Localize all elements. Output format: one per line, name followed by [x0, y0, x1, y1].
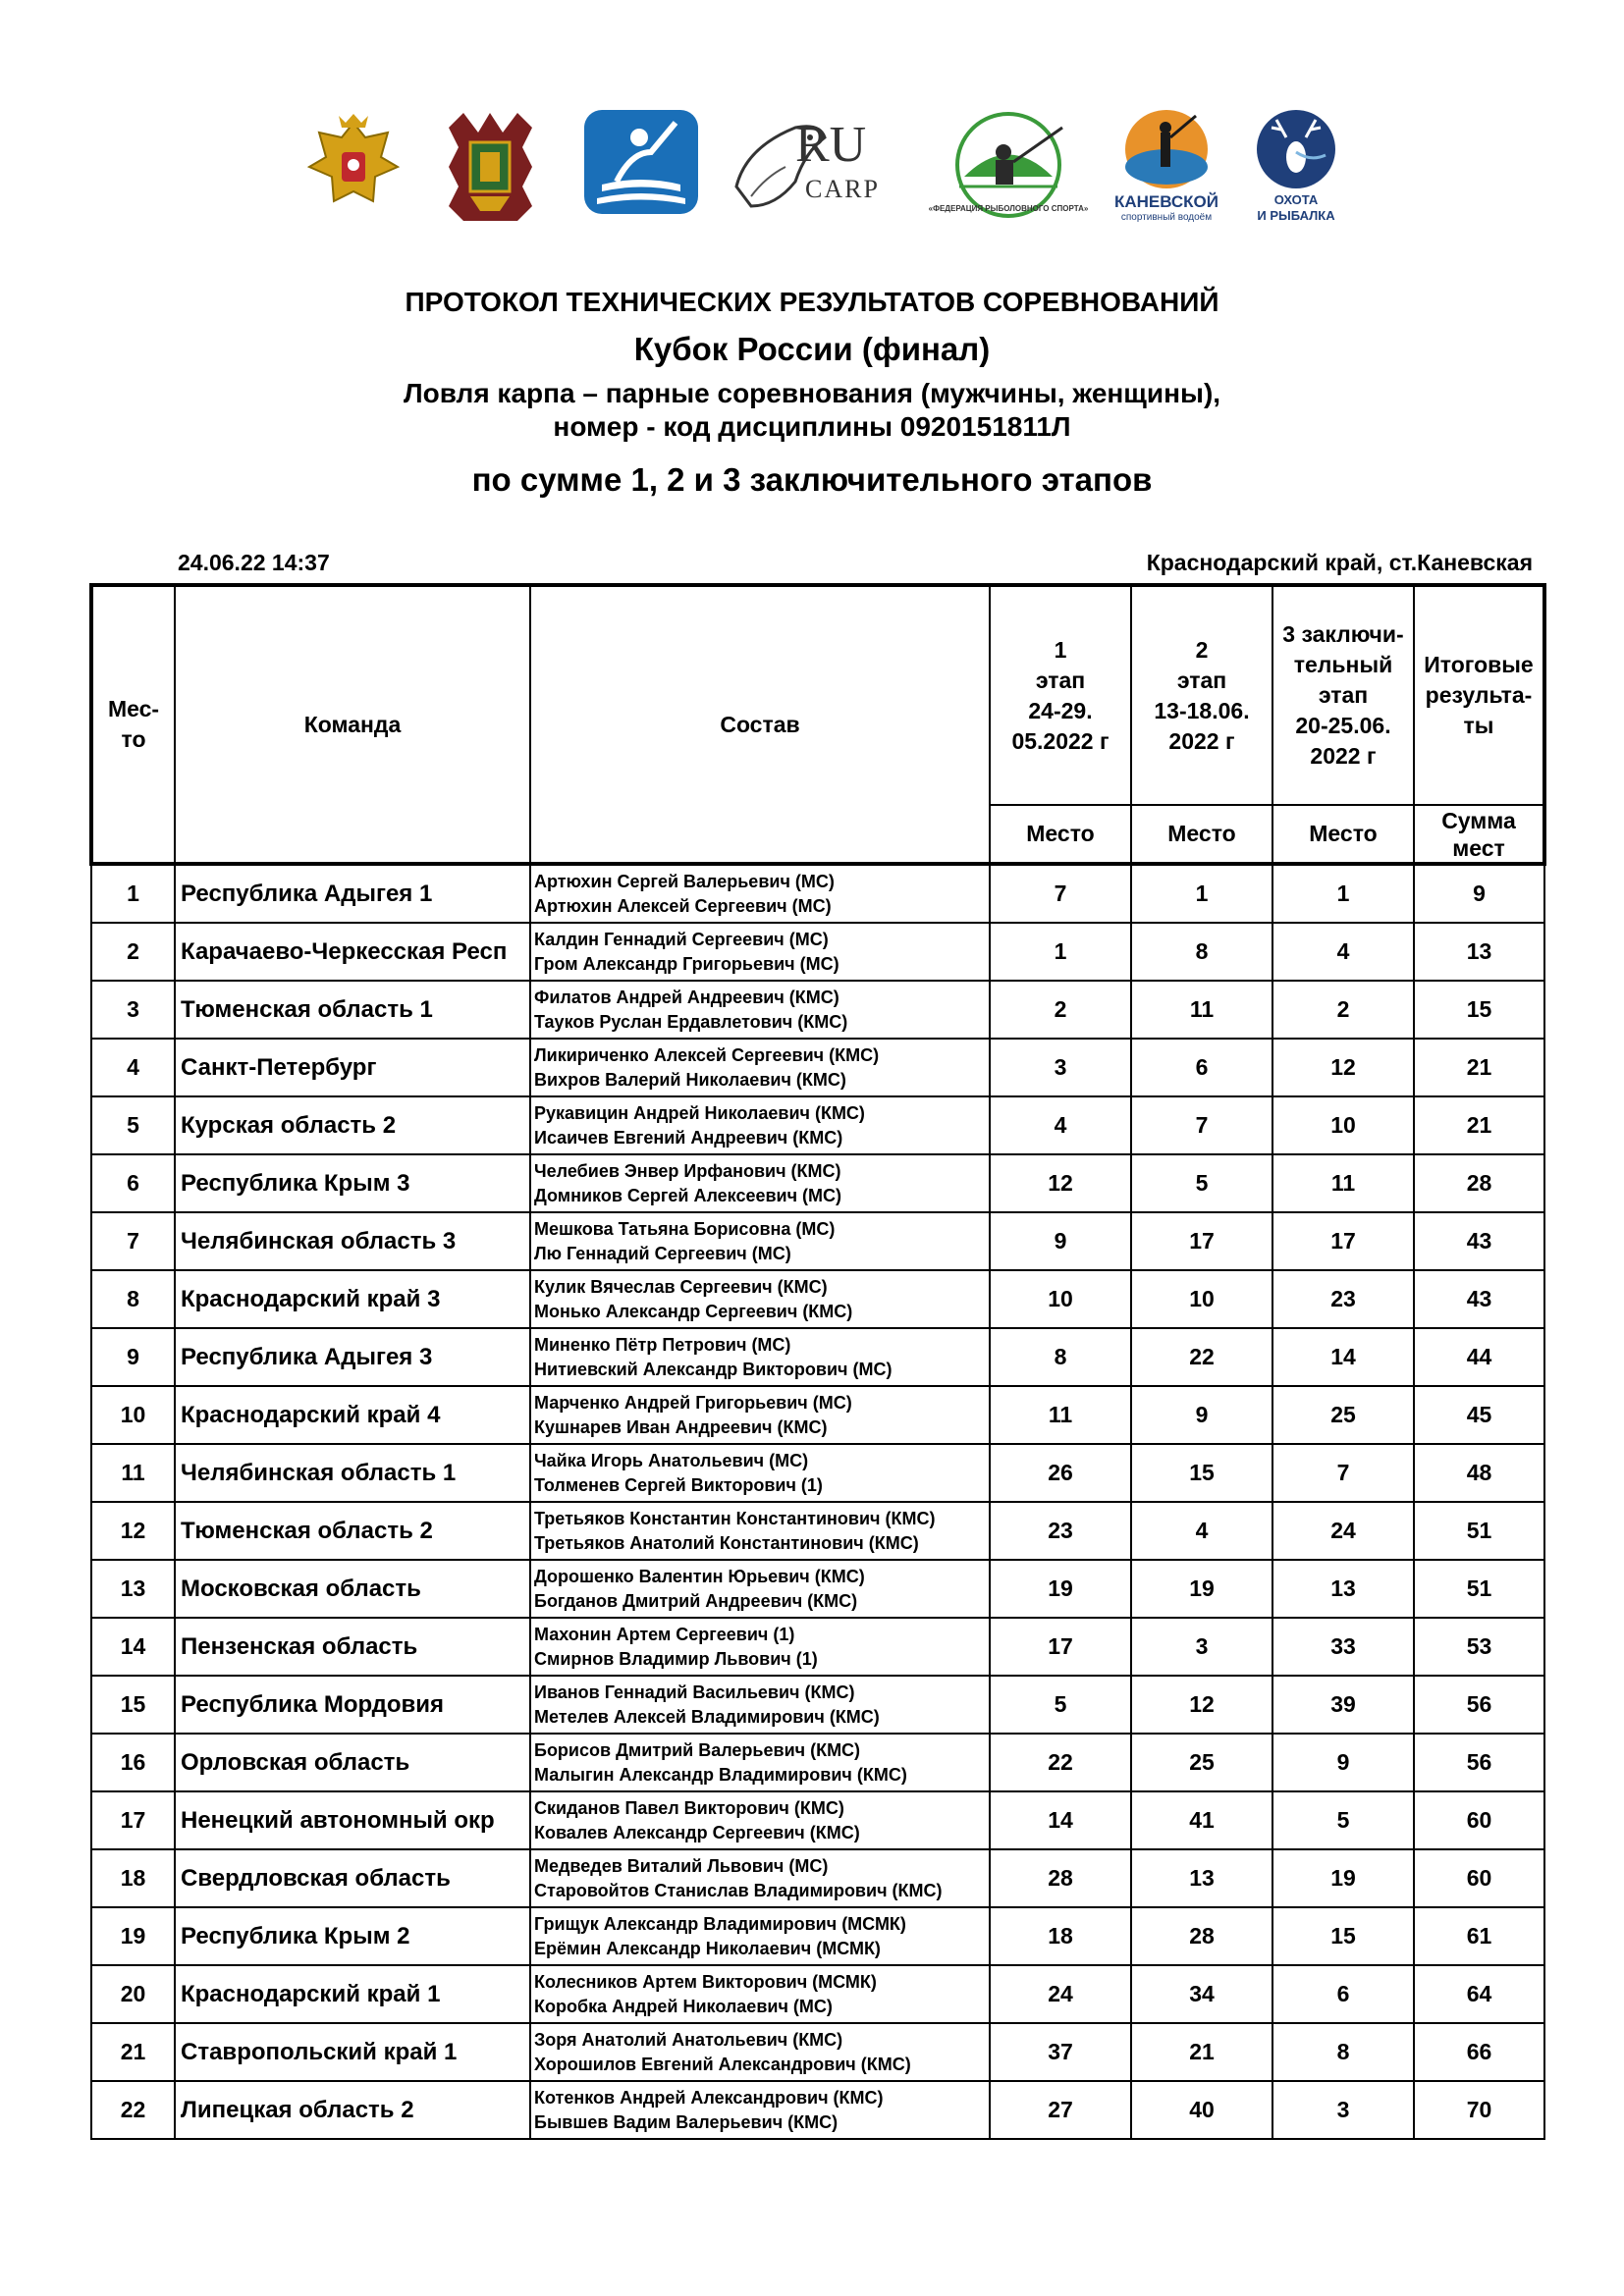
row-stage2: 10: [1131, 1270, 1272, 1328]
row-members: [530, 1849, 990, 1907]
cup-title: Кубок России (финал): [633, 331, 991, 367]
row-stage3: 14: [1272, 1328, 1414, 1386]
row-team: Краснодарский край 1: [175, 1965, 530, 2023]
row-place: 3: [91, 981, 175, 1039]
row-stage2: 9: [1131, 1386, 1272, 1444]
row-stage1: 11: [990, 1386, 1131, 1444]
row-place: 7: [91, 1212, 175, 1270]
member-2: Исаичев Евгений Андреевич (КМС): [534, 1127, 843, 1148]
member-1: Третьяков Константин Константинович (КМС): [534, 1508, 936, 1528]
row-members: [530, 864, 990, 923]
row-members: [530, 923, 990, 981]
table-row: [91, 923, 1544, 981]
member-2: Нитиевский Александр Викторович (МС): [534, 1359, 893, 1379]
table-row: [91, 1560, 1544, 1618]
row-team: Краснодарский край 4: [175, 1386, 530, 1444]
row-members: [530, 1270, 990, 1328]
row-stage1: 1: [990, 923, 1131, 981]
member-1: Чайка Игорь Анатольевич (МС): [534, 1450, 809, 1470]
deer-icon: [1247, 108, 1345, 191]
table-row: [91, 864, 1544, 923]
row-members: [530, 1386, 990, 1444]
row-sum: 60: [1414, 1849, 1544, 1907]
row-stage1: 27: [990, 2081, 1131, 2139]
row-stage1: 3: [990, 1039, 1131, 1096]
member-1: Махонин Артем Сергеевич (1): [534, 1624, 795, 1644]
row-team: Карачаево-Черкесская Респ: [175, 923, 530, 981]
member-2: Вихров Валерий Николаевич (КМС): [534, 1069, 846, 1090]
row-stage3: 2: [1272, 981, 1414, 1039]
member-1: Мешкова Татьяна Борисовна (МС): [534, 1218, 836, 1239]
row-stage1: 26: [990, 1444, 1131, 1502]
row-sum: 53: [1414, 1618, 1544, 1676]
row-stage2: 28: [1131, 1907, 1272, 1965]
col-stage2-subheader: Место: [1131, 805, 1272, 864]
row-team: Республика Крым 3: [175, 1154, 530, 1212]
row-members: [530, 1907, 990, 1965]
table-body: [91, 864, 1544, 2139]
row-sum: 45: [1414, 1386, 1544, 1444]
row-stage1: 14: [990, 1791, 1131, 1849]
discipline-code: номер - код дисциплины 0920151811Л: [553, 411, 1071, 442]
row-place: 20: [91, 1965, 175, 2023]
row-team: Курская область 2: [175, 1096, 530, 1154]
member-2: Тауков Руслан Ердавлетович (КМС): [534, 1011, 848, 1032]
row-stage1: 12: [990, 1154, 1131, 1212]
col-stage3-header: 3 заключи- тельный этап 20-25.06. 2022 г: [1272, 585, 1414, 805]
row-stage2: 7: [1131, 1096, 1272, 1154]
krasnodar-coat-of-arms-icon: [439, 108, 542, 226]
table-row: [91, 1328, 1544, 1386]
logos-row: [304, 108, 1345, 226]
member-2: Бывшев Вадим Валерьевич (КМС): [534, 2111, 839, 2132]
row-place: 12: [91, 1502, 175, 1560]
row-place: 5: [91, 1096, 175, 1154]
discipline-line: Ловля карпа – парные соревнования (мужчины, женщины),: [403, 378, 1221, 408]
federation-logo: [925, 108, 1092, 221]
row-team: Республика Мордовия: [175, 1676, 530, 1734]
row-stage2: 12: [1131, 1676, 1272, 1734]
row-team: Свердловская область: [175, 1849, 530, 1907]
row-stage2: 3: [1131, 1618, 1272, 1676]
rucarp-ru: RU: [795, 117, 867, 173]
member-2: Третьяков Анатолий Константинович (КМС): [534, 1532, 919, 1553]
federation-caption: «ФЕДЕРАЦИЯ РЫБОЛОВНОГО СПОРТА»: [928, 204, 1089, 213]
row-stage1: 28: [990, 1849, 1131, 1907]
member-1: Иванов Геннадий Васильевич (КМС): [534, 1682, 855, 1702]
member-2: Артюхин Алексей Сергеевич (МС): [534, 895, 832, 916]
row-team: Тюменская область 2: [175, 1502, 530, 1560]
row-team: Ставропольский край 1: [175, 2023, 530, 2081]
row-stage1: 10: [990, 1270, 1131, 1328]
row-place: 11: [91, 1444, 175, 1502]
col-team-header: Команда: [175, 585, 530, 864]
row-place: 9: [91, 1328, 175, 1386]
member-1: Рукавицин Андрей Николаевич (КМС): [534, 1102, 865, 1123]
col-total-header: Итоговые результа- ты: [1414, 585, 1544, 805]
table-row: [91, 1965, 1544, 2023]
row-team: Республика Адыгея 3: [175, 1328, 530, 1386]
row-stage1: 24: [990, 1965, 1131, 2023]
member-2: Богданов Дмитрий Андреевич (КМС): [534, 1590, 858, 1611]
member-1: Скиданов Павел Викторович (КМС): [534, 1797, 844, 1818]
row-members: [530, 2023, 990, 2081]
row-place: 18: [91, 1849, 175, 1907]
row-team: Санкт-Петербург: [175, 1039, 530, 1096]
row-place: 10: [91, 1386, 175, 1444]
row-stage2: 6: [1131, 1039, 1272, 1096]
member-2: Старовойтов Станислав Владимирович (КМС): [534, 1880, 943, 1900]
row-place: 19: [91, 1907, 175, 1965]
table-row: [91, 1154, 1544, 1212]
row-members: [530, 1212, 990, 1270]
row-team: Липецкая область 2: [175, 2081, 530, 2139]
row-stage3: 3: [1272, 2081, 1414, 2139]
row-place: 4: [91, 1039, 175, 1096]
sum-title: по сумме 1, 2 и 3 заключительного этапов: [471, 461, 1153, 498]
row-stage3: 8: [1272, 2023, 1414, 2081]
row-stage1: 18: [990, 1907, 1131, 1965]
row-stage1: 2: [990, 981, 1131, 1039]
table-row: [91, 1676, 1544, 1734]
row-place: 21: [91, 2023, 175, 2081]
row-place: 14: [91, 1618, 175, 1676]
row-place: 2: [91, 923, 175, 981]
row-stage3: 17: [1272, 1212, 1414, 1270]
rucarp-carp: CARP: [805, 175, 880, 203]
row-place: 8: [91, 1270, 175, 1328]
table-row: [91, 1386, 1544, 1444]
table-row: [91, 981, 1544, 1039]
row-stage1: 8: [990, 1328, 1131, 1386]
row-stage2: 19: [1131, 1560, 1272, 1618]
row-stage1: 19: [990, 1560, 1131, 1618]
row-team: Челябинская область 3: [175, 1212, 530, 1270]
row-sum: 13: [1414, 923, 1544, 981]
row-members: [530, 1676, 990, 1734]
member-1: Марченко Андрей Григорьевич (МС): [534, 1392, 852, 1413]
row-place: 15: [91, 1676, 175, 1734]
results-table: [89, 583, 1546, 2140]
row-members: [530, 1039, 990, 1096]
row-members: [530, 1154, 990, 1212]
row-stage2: 40: [1131, 2081, 1272, 2139]
row-team: Ненецкий автономный окр: [175, 1791, 530, 1849]
member-2: Домников Сергей Алексеевич (МС): [534, 1185, 842, 1205]
hunting-subtitle: И РЫБАЛКА: [1257, 208, 1335, 223]
row-sum: 43: [1414, 1270, 1544, 1328]
member-2: Метелев Алексей Владимирович (КМС): [534, 1706, 880, 1727]
row-stage1: 17: [990, 1618, 1131, 1676]
row-sum: 56: [1414, 1676, 1544, 1734]
row-stage2: 13: [1131, 1849, 1272, 1907]
kanevskoy-logo: [1114, 108, 1218, 226]
col-stage1-header: 1 этап 24-29. 05.2022 г: [990, 585, 1131, 805]
row-stage1: 4: [990, 1096, 1131, 1154]
row-members: [530, 2081, 990, 2139]
row-stage2: 1: [1131, 864, 1272, 923]
row-place: 13: [91, 1560, 175, 1618]
row-stage2: 21: [1131, 2023, 1272, 2081]
row-stage3: 11: [1272, 1154, 1414, 1212]
row-stage3: 13: [1272, 1560, 1414, 1618]
member-1: Колесников Артем Викторович (МСМК): [534, 1971, 877, 1992]
row-sum: 48: [1414, 1444, 1544, 1502]
col-stage2-header: 2 этап 13-18.06. 2022 г: [1131, 585, 1272, 805]
member-1: Калдин Геннадий Сергеевич (МС): [534, 929, 829, 949]
row-team: Орловская область: [175, 1734, 530, 1791]
row-stage3: 5: [1272, 1791, 1414, 1849]
hunting-fishing-logo: [1247, 108, 1345, 226]
row-stage3: 10: [1272, 1096, 1414, 1154]
row-team: Республика Адыгея 1: [175, 864, 530, 923]
row-sum: 70: [1414, 2081, 1544, 2139]
row-sum: 56: [1414, 1734, 1544, 1791]
member-1: Борисов Дмитрий Валерьевич (КМС): [534, 1739, 861, 1760]
member-2: Кушнарев Иван Андреевич (КМС): [534, 1416, 828, 1437]
row-sum: 51: [1414, 1560, 1544, 1618]
row-sum: 28: [1414, 1154, 1544, 1212]
fisherman-sport-icon: [582, 108, 700, 216]
row-stage3: 39: [1272, 1676, 1414, 1734]
table-row: [91, 1791, 1544, 1849]
row-stage3: 33: [1272, 1618, 1414, 1676]
member-2: Лю Геннадий Сергеевич (МС): [534, 1243, 791, 1263]
member-2: Смирнов Владимир Львович (1): [534, 1648, 818, 1669]
row-members: [530, 1328, 990, 1386]
rucarp-logo: [727, 108, 903, 221]
row-stage1: 37: [990, 2023, 1131, 2081]
row-sum: 44: [1414, 1328, 1544, 1386]
row-members: [530, 1502, 990, 1560]
row-stage1: 9: [990, 1212, 1131, 1270]
row-stage2: 8: [1131, 923, 1272, 981]
row-place: 17: [91, 1791, 175, 1849]
member-2: Гром Александр Григорьевич (МС): [534, 953, 839, 974]
row-stage3: 1: [1272, 864, 1414, 923]
member-2: Хорошилов Евгений Александрович (КМС): [534, 2054, 911, 2074]
row-sum: 60: [1414, 1791, 1544, 1849]
table-header: [91, 585, 1544, 864]
hunting-title: ОХОТА: [1273, 192, 1319, 207]
table-row: [91, 1212, 1544, 1270]
member-1: Челебиев Энвер Ирфанович (КМС): [534, 1160, 841, 1181]
table-row: [91, 1907, 1544, 1965]
member-2: Толменев Сергей Викторович (1): [534, 1474, 823, 1495]
col-stage3-subheader: Место: [1272, 805, 1414, 864]
member-2: Коробка Андрей Николаевич (МС): [534, 1996, 833, 2016]
member-1: Котенков Андрей Александрович (КМС): [534, 2087, 884, 2108]
row-team: Челябинская область 1: [175, 1444, 530, 1502]
row-stage2: 34: [1131, 1965, 1272, 2023]
discipline-title: [0, 377, 1624, 444]
row-stage2: 5: [1131, 1154, 1272, 1212]
protocol-date: 24.06.22 14:37: [178, 550, 330, 575]
member-2: Ерёмин Александр Николаевич (МСМК): [534, 1938, 881, 1958]
table-row: [91, 1502, 1544, 1560]
table-row: [91, 1849, 1544, 1907]
col-sum-subheader: Сумма мест: [1414, 805, 1544, 864]
member-1: Зоря Анатолий Анатольевич (КМС): [534, 2029, 843, 2050]
member-1: Кулик Вячеслав Сергеевич (КМС): [534, 1276, 828, 1297]
member-2: Малыгин Александр Владимирович (КМС): [534, 1764, 907, 1785]
row-members: [530, 1618, 990, 1676]
row-team: Краснодарский край 3: [175, 1270, 530, 1328]
table-row: [91, 1734, 1544, 1791]
row-stage2: 17: [1131, 1212, 1272, 1270]
row-stage3: 9: [1272, 1734, 1414, 1791]
member-1: Медведев Виталий Львович (МС): [534, 1855, 829, 1876]
row-place: 16: [91, 1734, 175, 1791]
table-row: [91, 2023, 1544, 2081]
row-sum: 9: [1414, 864, 1544, 923]
member-2: Ковалев Александр Сергеевич (КМС): [534, 1822, 860, 1842]
row-sum: 21: [1414, 1096, 1544, 1154]
row-sum: 21: [1414, 1039, 1544, 1096]
table-row: [91, 1444, 1544, 1502]
table-row: [91, 1039, 1544, 1096]
row-stage3: 4: [1272, 923, 1414, 981]
row-members: [530, 1791, 990, 1849]
kanevskoy-title: КАНЕВСКОЙ: [1114, 192, 1218, 211]
col-place-header: Мес- то: [91, 585, 175, 864]
member-1: Артюхин Сергей Валерьевич (МС): [534, 871, 835, 891]
table-row: [91, 1618, 1544, 1676]
row-place: 22: [91, 2081, 175, 2139]
row-sum: 15: [1414, 981, 1544, 1039]
row-team: Пензенская область: [175, 1618, 530, 1676]
row-stage1: 7: [990, 864, 1131, 923]
row-sum: 66: [1414, 2023, 1544, 2081]
row-place: 6: [91, 1154, 175, 1212]
table-row: [91, 1096, 1544, 1154]
protocol-title: ПРОТОКОЛ ТЕХНИЧЕСКИХ РЕЗУЛЬТАТОВ СОРЕВНОВАНИЙ: [405, 287, 1219, 317]
row-place: 1: [91, 864, 175, 923]
row-stage1: 23: [990, 1502, 1131, 1560]
row-stage1: 5: [990, 1676, 1131, 1734]
row-sum: 64: [1414, 1965, 1544, 2023]
row-stage3: 19: [1272, 1849, 1414, 1907]
row-stage2: 41: [1131, 1791, 1272, 1849]
member-2: Монько Александр Сергеевич (КМС): [534, 1301, 853, 1321]
row-members: [530, 1444, 990, 1502]
kanevskoy-subtitle: спортивный водоём: [1120, 212, 1213, 223]
col-members-header: Состав: [530, 585, 990, 864]
row-stage3: 6: [1272, 1965, 1414, 2023]
row-stage3: 7: [1272, 1444, 1414, 1502]
row-members: [530, 1560, 990, 1618]
member-1: Ликириченко Алексей Сергеевич (КМС): [534, 1044, 880, 1065]
member-1: Миненко Пётр Петрович (МС): [534, 1334, 791, 1355]
row-stage3: 23: [1272, 1270, 1414, 1328]
row-sum: 61: [1414, 1907, 1544, 1965]
row-stage2: 22: [1131, 1328, 1272, 1386]
row-members: [530, 1965, 990, 2023]
row-stage3: 24: [1272, 1502, 1414, 1560]
row-stage3: 15: [1272, 1907, 1414, 1965]
col-stage1-subheader: Место: [990, 805, 1131, 864]
table-row: [91, 2081, 1544, 2139]
row-members: [530, 981, 990, 1039]
row-sum: 43: [1414, 1212, 1544, 1270]
member-1: Дорошенко Валентин Юрьевич (КМС): [534, 1566, 865, 1586]
row-members: [530, 1734, 990, 1791]
row-stage2: 25: [1131, 1734, 1272, 1791]
row-team: Республика Крым 2: [175, 1907, 530, 1965]
kanevskoy-fisherman-icon: [1117, 108, 1216, 191]
table-row: [91, 1270, 1544, 1328]
row-stage2: 11: [1131, 981, 1272, 1039]
row-team: Московская область: [175, 1560, 530, 1618]
row-sum: 51: [1414, 1502, 1544, 1560]
member-1: Грищук Александр Владимирович (МСМК): [534, 1913, 906, 1934]
row-members: [530, 1096, 990, 1154]
row-stage3: 12: [1272, 1039, 1414, 1096]
row-team: Тюменская область 1: [175, 981, 530, 1039]
row-stage2: 4: [1131, 1502, 1272, 1560]
row-stage1: 22: [990, 1734, 1131, 1791]
row-stage3: 25: [1272, 1386, 1414, 1444]
row-stage2: 15: [1131, 1444, 1272, 1502]
russia-coat-of-arms-icon: [304, 108, 403, 226]
member-1: Филатов Андрей Андреевич (КМС): [534, 987, 839, 1007]
protocol-place: Краснодарский край, ст.Каневская: [1146, 550, 1533, 575]
